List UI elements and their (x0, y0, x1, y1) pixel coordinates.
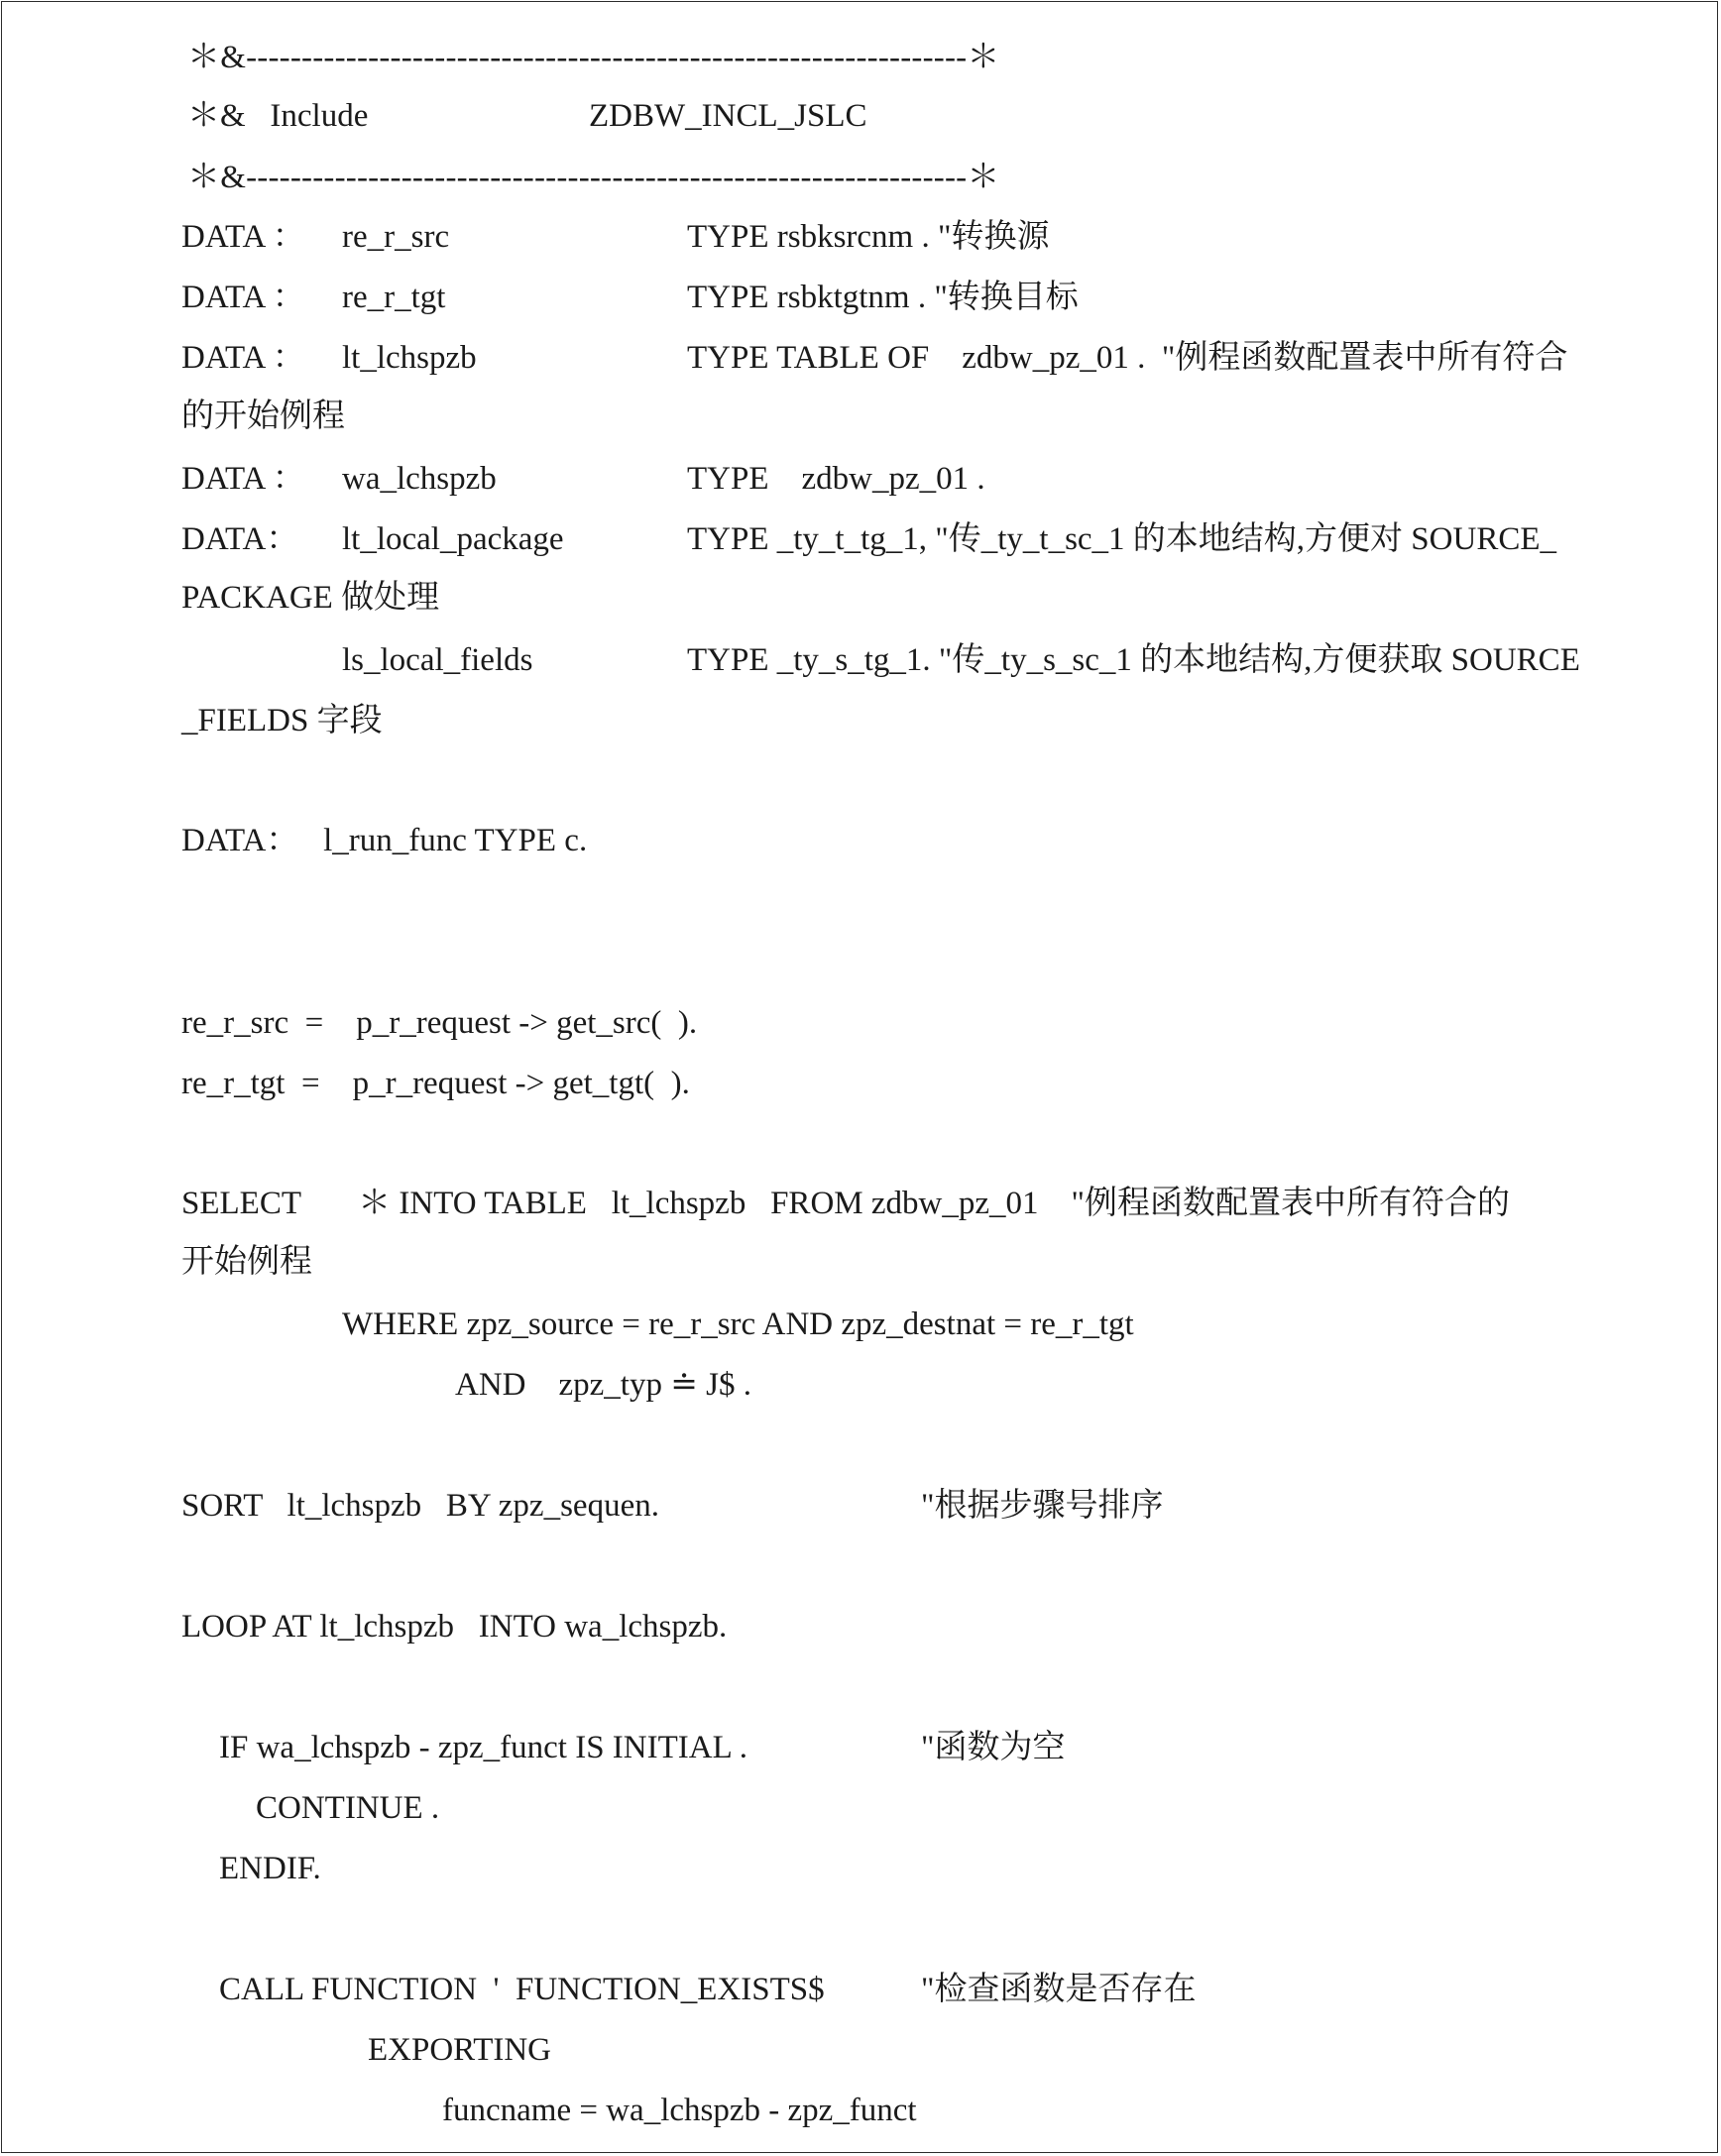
sort-statement: SORT lt_lchspzb BY zpz_sequen. (181, 1488, 659, 1524)
decl-keyword: DATA： (181, 521, 299, 557)
assignment-src: re_r_src = p_r_request -> get_src( ). (181, 1005, 698, 1041)
decl-name: ls_local_fields (342, 642, 533, 678)
decl-type: TYPE rsbktgtnm . "转换目标 (687, 280, 1079, 315)
decl-continuation: PACKAGE 做处理 (181, 580, 440, 616)
decl-type: TYPE zdbw_pz_01 . (687, 461, 985, 497)
if-comment: "函数为空 (921, 1730, 1066, 1765)
decl-name: lt_local_package (342, 521, 564, 557)
sort-comment: "根据步骤号排序 (921, 1488, 1164, 1524)
decl-continuation: _FIELDS 字段 (181, 703, 383, 738)
endif-statement: ENDIF. (219, 1851, 321, 1886)
call-function-comment: "检查函数是否存在 (921, 1972, 1197, 2007)
decl-name: re_r_tgt (342, 280, 446, 315)
assignment-tgt: re_r_tgt = p_r_request -> get_tgt( ). (181, 1066, 690, 1101)
comment-rule-top: ＊&-----------------------------------------------------------------＊ (187, 40, 1000, 75)
include-label: ＊& Include (187, 98, 369, 134)
decl-name: wa_lchspzb (342, 461, 497, 497)
if-statement: IF wa_lchspzb - zpz_funct IS INITIAL . (219, 1730, 748, 1765)
decl-type: TYPE rsbksrcnm . "转换源 (687, 219, 1050, 255)
select-statement: SELECT ＊ INTO TABLE lt_lchspzb FROM zdbw_pz_01 "例程函数配置表中所有符合的 (181, 1186, 1510, 1221)
select-and: AND zpz_typ ≐ J$ . (455, 1367, 751, 1403)
decl-type: TYPE _ty_t_tg_1, "传_ty_t_sc_1 的本地结构,方便对 SOURCE_ (687, 521, 1556, 557)
loop-statement: LOOP AT lt_lchspzb INTO wa_lchspzb. (181, 1609, 728, 1645)
decl-type: TYPE _ty_s_tg_1. "传_ty_s_sc_1 的本地结构,方便获取 SOURCE (687, 642, 1580, 678)
call-function-statement: CALL FUNCTION ' FUNCTION_EXISTS$ (219, 1972, 825, 2007)
comment-rule-bottom: ＊&-----------------------------------------------------------------＊ (187, 160, 1000, 195)
decl-type: TYPE TABLE OF zdbw_pz_01 . "例程函数配置表中所有符合 (687, 340, 1568, 376)
decl-name: re_r_src (342, 219, 450, 255)
decl-name: lt_lchspzb (342, 340, 477, 376)
decl-keyword: DATA ： (181, 340, 305, 376)
select-where: WHERE zpz_source = re_r_src AND zpz_destnat = re_r_tgt (342, 1306, 1134, 1342)
exporting-param: funcname = wa_lchspzb - zpz_funct (442, 2093, 917, 2128)
exporting-keyword: EXPORTING (368, 2032, 552, 2068)
decl-keyword: DATA ： (181, 461, 305, 497)
continue-statement: CONTINUE . (256, 1790, 440, 1826)
select-continuation: 开始例程 (181, 1244, 312, 1280)
decl-keyword: DATA ： (181, 219, 305, 255)
decl-run-func: DATA： l_run_func TYPE c. (181, 823, 588, 858)
include-name: ZDBW_INCL_JSLC (589, 98, 867, 134)
decl-continuation: 的开始例程 (181, 398, 345, 434)
decl-keyword: DATA ： (181, 280, 305, 315)
document-page (1, 1, 1718, 2153)
